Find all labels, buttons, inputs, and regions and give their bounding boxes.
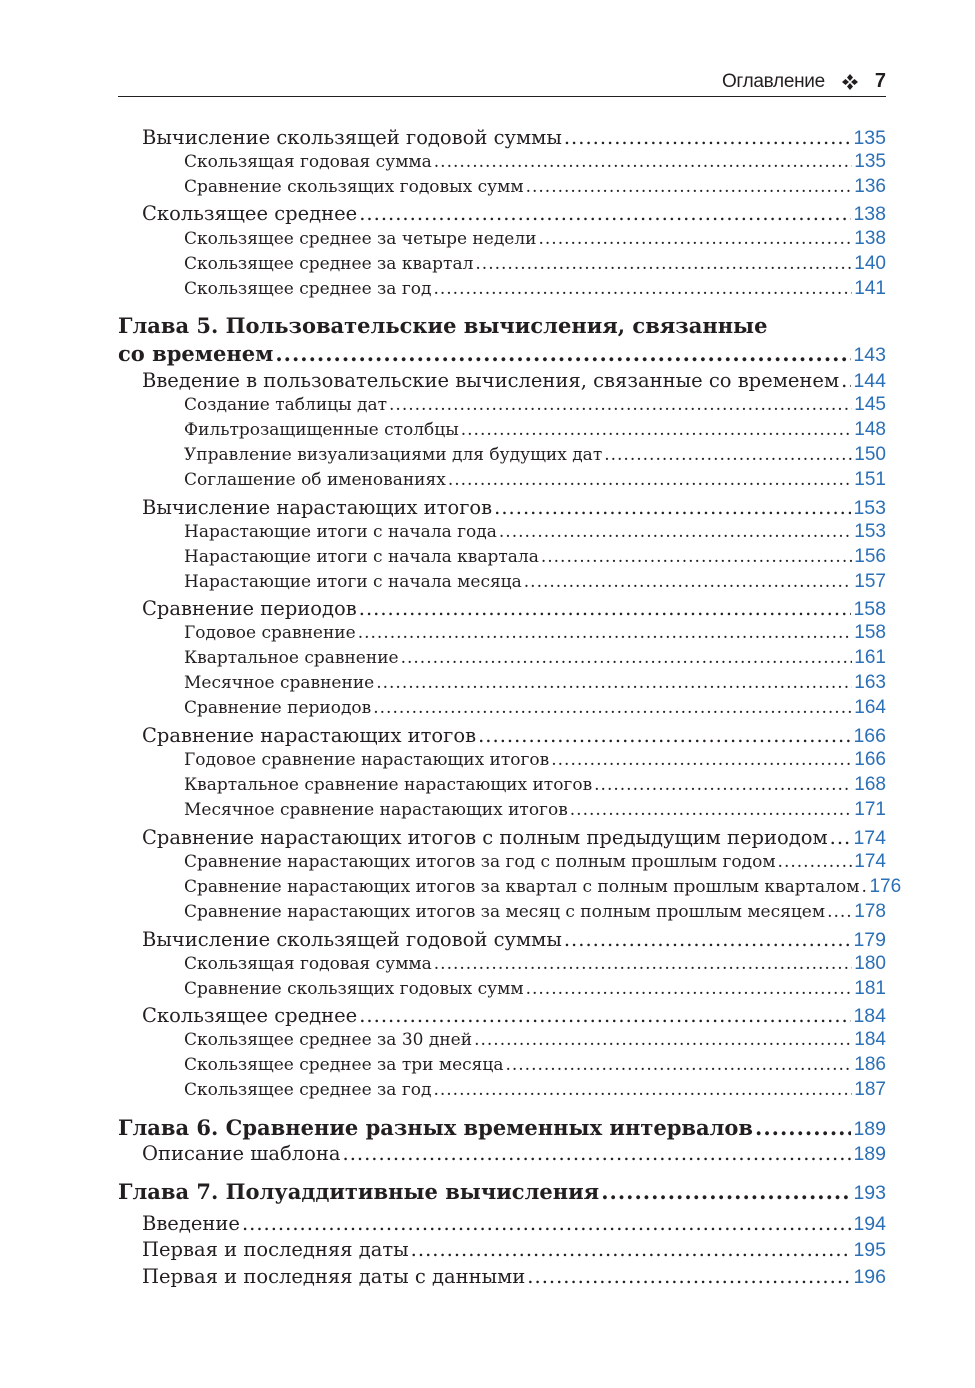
toc-page-link[interactable]: 140 [854,253,886,274]
toc-entry-title: Скользящее среднее за три месяца [184,1055,504,1075]
toc-entry-title: Скользящая годовая сумма [184,954,432,974]
toc-page-link[interactable]: 193 [853,1182,886,1204]
toc-page-link[interactable]: 184 [854,1029,886,1050]
toc-entry-title: Вычисление нарастающих итогов [142,496,493,519]
dot-leader [389,395,852,415]
toc-entry-title: Сравнение нарастающих итогов за месяц с полным прошлым месяцем [184,902,826,922]
toc-page-link[interactable]: 184 [853,1005,886,1027]
toc-page-link[interactable]: 166 [854,749,886,770]
toc-section-entry[interactable] [118,496,886,520]
running-head [118,64,886,97]
page-number: 7 [874,70,886,92]
toc-section-entry[interactable] [118,126,886,150]
toc-entry-title: Вычисление скользящей годовой суммы [142,928,562,951]
toc-entry-title: Управление визуализациями для будущих дат [184,445,603,465]
dot-leader [359,597,852,620]
dot-leader [475,254,852,274]
dot-leader [601,1179,851,1204]
toc-entry-title: Сравнение скользящих годовых сумм [184,177,524,197]
toc-section-entry[interactable] [118,928,886,952]
toc-subsection-entry[interactable] [118,799,886,821]
toc-entry-title: Нарастающие итоги с начала месяца [184,572,522,592]
toc-page-link[interactable]: 161 [854,647,886,668]
toc-entry-title: Месячное сравнение нарастающих итогов [184,800,568,820]
toc-entry-title: Скользящее среднее [142,202,358,225]
dot-leader [841,369,851,392]
toc-subsection-entry[interactable] [118,851,886,873]
toc-page-link[interactable]: 168 [854,774,886,795]
toc-page-link[interactable]: 135 [854,151,886,172]
toc-entry-title: Квартальное сравнение [184,648,399,668]
toc-page-link[interactable]: 148 [854,419,886,440]
dot-leader [433,1080,852,1100]
toc-page-link[interactable]: 156 [854,546,886,567]
toc-section-entry[interactable] [118,1004,886,1028]
dot-leader [541,547,852,567]
dot-leader [494,496,851,519]
toc-subsection-entry[interactable] [118,901,886,923]
toc-subsection-entry[interactable] [118,953,886,975]
toc-page-link[interactable]: 138 [854,228,886,249]
toc-page-link[interactable]: 196 [853,1266,886,1288]
toc-page-link[interactable]: 180 [854,953,886,974]
toc-entry-title: Годовое сравнение нарастающих итогов [184,750,550,770]
toc-entry-title: Сравнение нарастающих итогов за год с полным прошлым годом [184,852,776,872]
toc-entry-title: со временем [118,341,274,366]
dot-leader [275,341,851,366]
toc-entry-title: Первая и последняя даты [142,1238,409,1261]
toc-subsection-entry[interactable] [118,697,886,719]
toc-section-entry[interactable] [118,597,886,621]
toc-page-link[interactable]: 153 [854,521,886,542]
toc-page-link[interactable]: 145 [854,394,886,415]
dot-leader [604,445,852,465]
toc-page-link[interactable]: 189 [853,1118,886,1140]
dot-leader [861,877,867,897]
dot-leader [434,954,853,974]
dot-leader [778,852,853,872]
toc-subsection-entry[interactable] [118,774,886,796]
toc-entry-title: Нарастающие итоги с начала квартала [184,547,539,567]
toc-entry-title: Введение [142,1212,240,1235]
dot-leader [448,470,852,490]
toc-entry-title: Вычисление скользящей годовой суммы [142,126,562,149]
toc-subsection-entry[interactable] [118,176,886,198]
toc-page-link[interactable]: 138 [853,203,886,225]
toc-chapter-entry[interactable] [118,1179,886,1205]
toc-section-entry[interactable] [118,369,886,393]
dot-leader [474,1030,852,1050]
toc-entry-title: Скользящая годовая сумма [184,152,432,172]
toc-page-link[interactable]: 136 [854,176,886,197]
toc-entry-title: Создание таблицы дат [184,395,388,415]
toc-entry-title: Описание шаблона [142,1142,341,1165]
toc-page-link[interactable]: 150 [854,444,886,465]
dot-leader [411,1238,852,1261]
toc-entry-title: Первая и последняя даты с данными [142,1265,526,1288]
toc-page-link[interactable]: 178 [854,901,886,922]
toc-entry-title: Сравнение периодов [142,597,357,620]
dot-leader [755,1115,851,1140]
toc-subsection-entry[interactable] [118,228,886,250]
toc-page-link[interactable]: 174 [854,851,886,872]
toc-entry-title: Скользящее среднее за год [184,279,432,299]
toc-subsection-entry[interactable] [118,151,886,173]
dot-leader [359,202,851,225]
dot-leader [376,673,852,693]
dot-leader [358,623,853,643]
toc-entry-title: Фильтрозащищенные столбцы [184,420,459,440]
four-diamond-icon [841,73,859,91]
dot-leader [433,279,852,299]
toc-entry-title: Скользящее среднее за год [184,1080,432,1100]
toc-entry-title: Скользящее среднее [142,1004,358,1027]
toc-section-entry[interactable] [118,826,886,850]
dot-leader [526,177,853,197]
toc-page-link[interactable]: 166 [853,725,886,747]
dot-leader [564,126,852,149]
dot-leader [242,1212,852,1235]
toc-entry-title: Соглашение об именованиях [184,470,446,490]
toc-subsection-entry[interactable] [118,253,886,275]
toc-page-link[interactable]: 163 [854,672,886,693]
toc-entry-title: Месячное сравнение [184,673,375,693]
dot-leader [551,750,852,770]
toc-page-link[interactable]: 194 [853,1213,886,1235]
toc-subsection-entry[interactable] [118,1029,886,1051]
toc-page-link[interactable]: 176 [869,876,902,897]
toc-entry-title: Глава 6. Сравнение разных временных интервалов [118,1115,754,1140]
toc-page-link[interactable]: 141 [854,278,886,299]
toc-subsection-entry[interactable] [118,978,886,1000]
toc-section-entry[interactable] [118,1212,886,1236]
toc-subsection-entry[interactable] [118,571,886,593]
toc-section-entry[interactable] [118,202,886,226]
running-head-section: Оглавление [721,70,825,92]
toc-section-entry[interactable] [118,1142,886,1166]
toc-entry-title: Скользящее среднее за 30 дней [184,1030,473,1050]
toc-entry-title: Годовое сравнение [184,623,356,643]
toc-page-link[interactable]: 179 [853,929,886,951]
toc-subsection-entry[interactable] [118,1054,886,1076]
toc-section-entry[interactable] [118,1238,886,1262]
toc-entry-title: Сравнение скользящих годовых сумм [184,979,524,999]
toc-page-link[interactable]: 174 [853,827,886,849]
toc-entry-title: Глава 7. Полуаддитивные вычисления [118,1179,600,1204]
toc-entry-title: Сравнение нарастающих итогов [142,724,477,747]
dot-leader [830,826,852,849]
dot-leader [538,229,852,249]
dot-leader [524,572,853,592]
toc-page-link[interactable]: 158 [853,598,886,620]
toc-subsection-entry[interactable] [118,521,886,543]
toc-page-link[interactable]: 143 [853,344,886,366]
toc-page-link[interactable]: 195 [853,1239,886,1261]
dot-leader [827,902,852,922]
toc-page-link[interactable]: 181 [854,978,886,999]
toc-section-entry[interactable] [118,1265,886,1289]
dot-leader [401,648,853,668]
toc-subsection-entry[interactable] [118,469,886,491]
toc-entry-title: Скользящее среднее за квартал [184,254,474,274]
toc-subsection-entry[interactable] [118,876,902,898]
toc-page-link[interactable]: 171 [854,799,886,820]
toc-subsection-entry[interactable] [118,672,886,694]
toc-entry-title: Сравнение нарастающих итогов за квартал с полным прошлым кварталом [184,877,860,897]
toc-page-link[interactable]: 144 [853,370,886,392]
toc-page-link[interactable]: 151 [854,469,886,490]
dot-leader [527,1265,851,1288]
dot-leader [343,1142,852,1165]
toc-page-link[interactable]: 135 [853,127,886,149]
toc-subsection-entry[interactable] [118,1079,886,1101]
toc-entry-title: Скользящее среднее за четыре недели [184,229,537,249]
toc-page-link[interactable]: 187 [854,1079,886,1100]
toc-entry-title: Квартальное сравнение нарастающих итогов [184,775,593,795]
toc-subsection-entry[interactable] [118,749,886,771]
toc-entry-title: Введение в пользовательские вычисления, связанные со временем [142,369,840,392]
toc-subsection-entry[interactable] [118,278,886,300]
toc-chapter-entry[interactable] [118,341,886,367]
dot-leader [373,698,852,718]
toc-entry-title: Нарастающие итоги с начала года [184,522,497,542]
dot-leader [594,775,852,795]
dot-leader [499,522,852,542]
toc-page-link[interactable]: 157 [854,571,886,592]
dot-leader [564,928,852,951]
toc-subsection-entry[interactable] [118,419,886,441]
dot-leader [359,1004,851,1027]
toc-subsection-entry[interactable] [118,444,886,466]
toc-page-link[interactable]: 164 [854,697,886,718]
toc-page-link[interactable]: 158 [854,622,886,643]
dot-leader [461,420,853,440]
toc-chapter-title-line: Глава 5. Пользовательские вычисления, связанные [118,313,768,338]
dot-leader [505,1055,852,1075]
toc-subsection-entry[interactable] [118,622,886,644]
toc-page-link[interactable]: 153 [853,497,886,519]
toc-subsection-entry[interactable] [118,546,886,568]
toc-chapter-entry[interactable] [118,1115,886,1141]
toc-page-link[interactable]: 186 [854,1054,886,1075]
toc-subsection-entry[interactable] [118,647,886,669]
toc-subsection-entry[interactable] [118,394,886,416]
dot-leader [570,800,853,820]
dot-leader [434,152,853,172]
toc-entry-title: Сравнение периодов [184,698,372,718]
toc-section-entry[interactable] [118,724,886,748]
dot-leader [478,724,851,747]
toc-entry-title: Сравнение нарастающих итогов с полным предыдущим периодом [142,826,828,849]
toc-page-link[interactable]: 189 [853,1143,886,1165]
dot-leader [526,979,853,999]
